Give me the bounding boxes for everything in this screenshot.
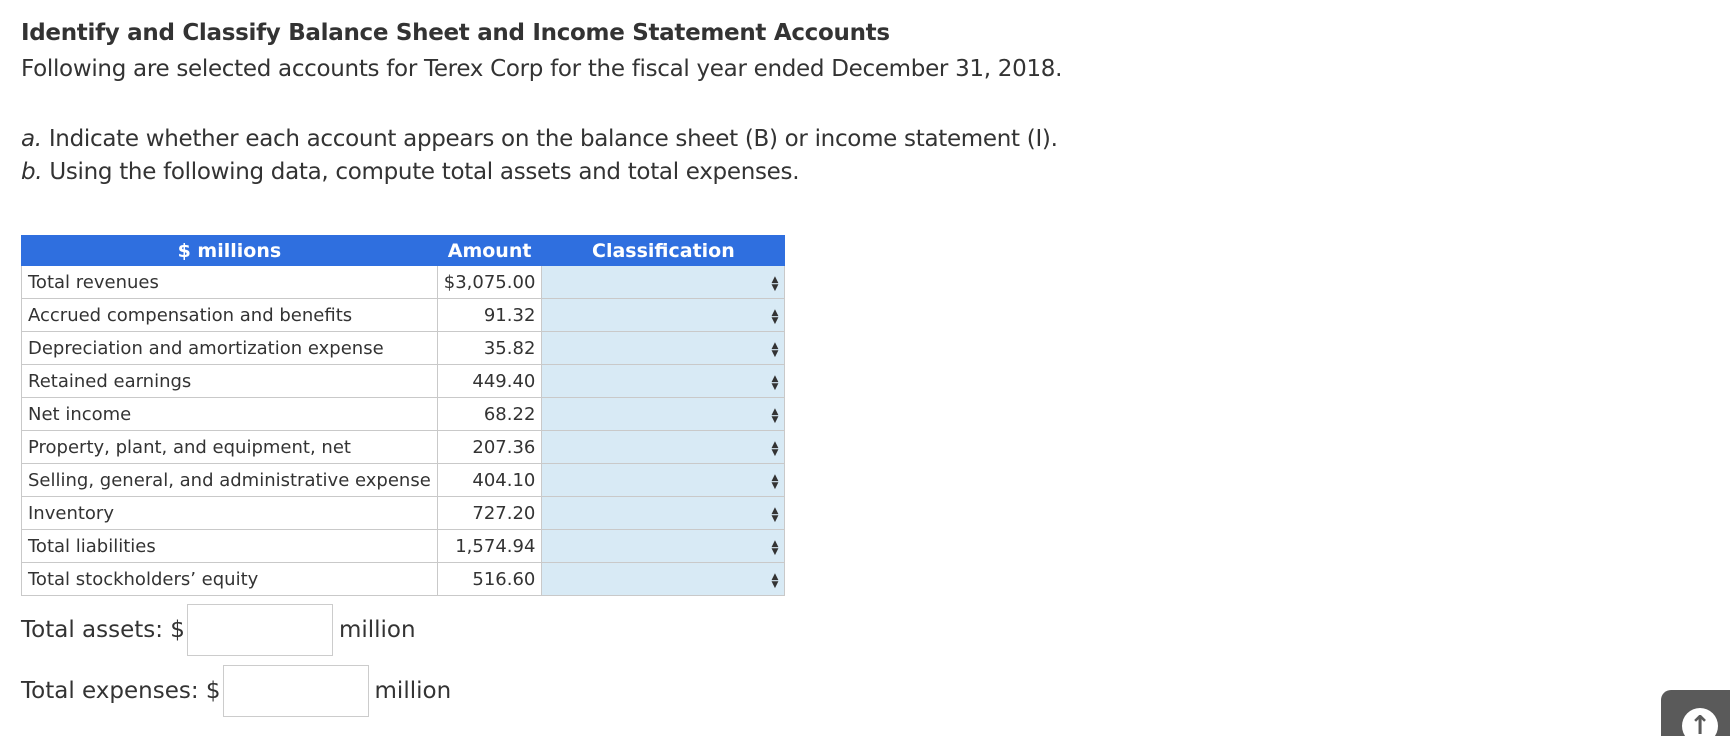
table-row — [22, 431, 785, 464]
table-row — [22, 530, 785, 563]
up-down-arrows-icon: ▲ ▼ — [771, 505, 779, 524]
account-amount: 727.20 — [437, 497, 542, 530]
up-down-arrows-icon: ▲ ▼ — [771, 373, 779, 392]
column-header-amount: Amount — [437, 236, 542, 266]
account-amount: 1,574.94 — [437, 530, 542, 563]
classification-select[interactable] — [542, 398, 785, 431]
account-amount: 207.36 — [437, 431, 542, 464]
scroll-to-top-button[interactable] — [1661, 690, 1730, 736]
up-down-arrows-icon: ▲ ▼ — [771, 538, 779, 557]
table-row — [22, 464, 785, 497]
total-assets-label: Total assets: $ — [21, 617, 185, 643]
classification-select[interactable] — [542, 266, 785, 299]
account-name: Total liabilities — [22, 530, 438, 563]
instruction-a — [21, 126, 1058, 152]
table-row — [22, 365, 785, 398]
up-down-arrows-icon: ▲ ▼ — [771, 571, 779, 590]
column-header-classification: Classification — [542, 236, 785, 266]
account-name: Net income — [22, 398, 438, 431]
accounts-table — [21, 235, 785, 596]
account-amount: 404.10 — [437, 464, 542, 497]
table-row — [22, 332, 785, 365]
total-expenses-row — [21, 665, 451, 717]
classification-select[interactable] — [542, 365, 785, 398]
account-name: Accrued compensation and benefits — [22, 299, 438, 332]
account-name: Total stockholders’ equity — [22, 563, 438, 596]
instruction-b-text: Using the following data, compute total assets and total expenses. — [42, 159, 800, 185]
table-row — [22, 563, 785, 596]
account-amount: 35.82 — [437, 332, 542, 365]
account-amount: 449.40 — [437, 365, 542, 398]
up-down-arrows-icon: ▲ ▼ — [771, 472, 779, 491]
classification-select[interactable] — [542, 497, 785, 530]
classification-select[interactable] — [542, 563, 785, 596]
total-expenses-label: Total expenses: $ — [21, 678, 221, 704]
classification-select[interactable] — [542, 464, 785, 497]
instruction-b — [21, 159, 799, 185]
account-name: Property, plant, and equipment, net — [22, 431, 438, 464]
table-row — [22, 266, 785, 299]
account-amount: 68.22 — [437, 398, 542, 431]
account-name: Selling, general, and administrative expense — [22, 464, 438, 497]
account-amount: 91.32 — [437, 299, 542, 332]
account-name: Total revenues — [22, 266, 438, 299]
classification-select[interactable] — [542, 530, 785, 563]
up-down-arrows-icon: ▲ ▼ — [771, 307, 779, 326]
account-name: Depreciation and amortization expense — [22, 332, 438, 365]
up-down-arrows-icon: ▲ ▼ — [771, 274, 779, 293]
account-amount: $3,075.00 — [437, 266, 542, 299]
account-name: Inventory — [22, 497, 438, 530]
instruction-a-text: Indicate whether each account appears on the balance sheet (B) or income statement (I). — [41, 126, 1058, 152]
up-down-arrows-icon: ▲ ▼ — [771, 439, 779, 458]
table-row — [22, 497, 785, 530]
arrow-up-circle-icon: ↑ — [1682, 708, 1718, 736]
table-header-row — [22, 236, 785, 266]
up-down-arrows-icon: ▲ ▼ — [771, 340, 779, 359]
page-subtitle: Following are selected accounts for Terex Corp for the fiscal year ended December 31, 2018. — [21, 56, 1063, 82]
account-name: Retained earnings — [22, 365, 438, 398]
total-expenses-input[interactable] — [223, 665, 369, 717]
total-assets-unit: million — [338, 617, 416, 643]
account-amount: 516.60 — [437, 563, 542, 596]
instruction-a-letter: a. — [21, 126, 42, 152]
up-down-arrows-icon: ▲ ▼ — [771, 406, 779, 425]
table-row — [22, 398, 785, 431]
table-row — [22, 299, 785, 332]
classification-select[interactable] — [542, 431, 785, 464]
total-expenses-unit: million — [374, 678, 452, 704]
total-assets-input[interactable] — [187, 604, 333, 656]
classification-select[interactable] — [542, 332, 785, 365]
page-title: Identify and Classify Balance Sheet and Income Statement Accounts — [21, 20, 890, 46]
classification-select[interactable] — [542, 299, 785, 332]
instruction-b-letter: b. — [21, 159, 43, 185]
column-header-millions: $ millions — [22, 236, 438, 266]
total-assets-row — [21, 604, 416, 656]
